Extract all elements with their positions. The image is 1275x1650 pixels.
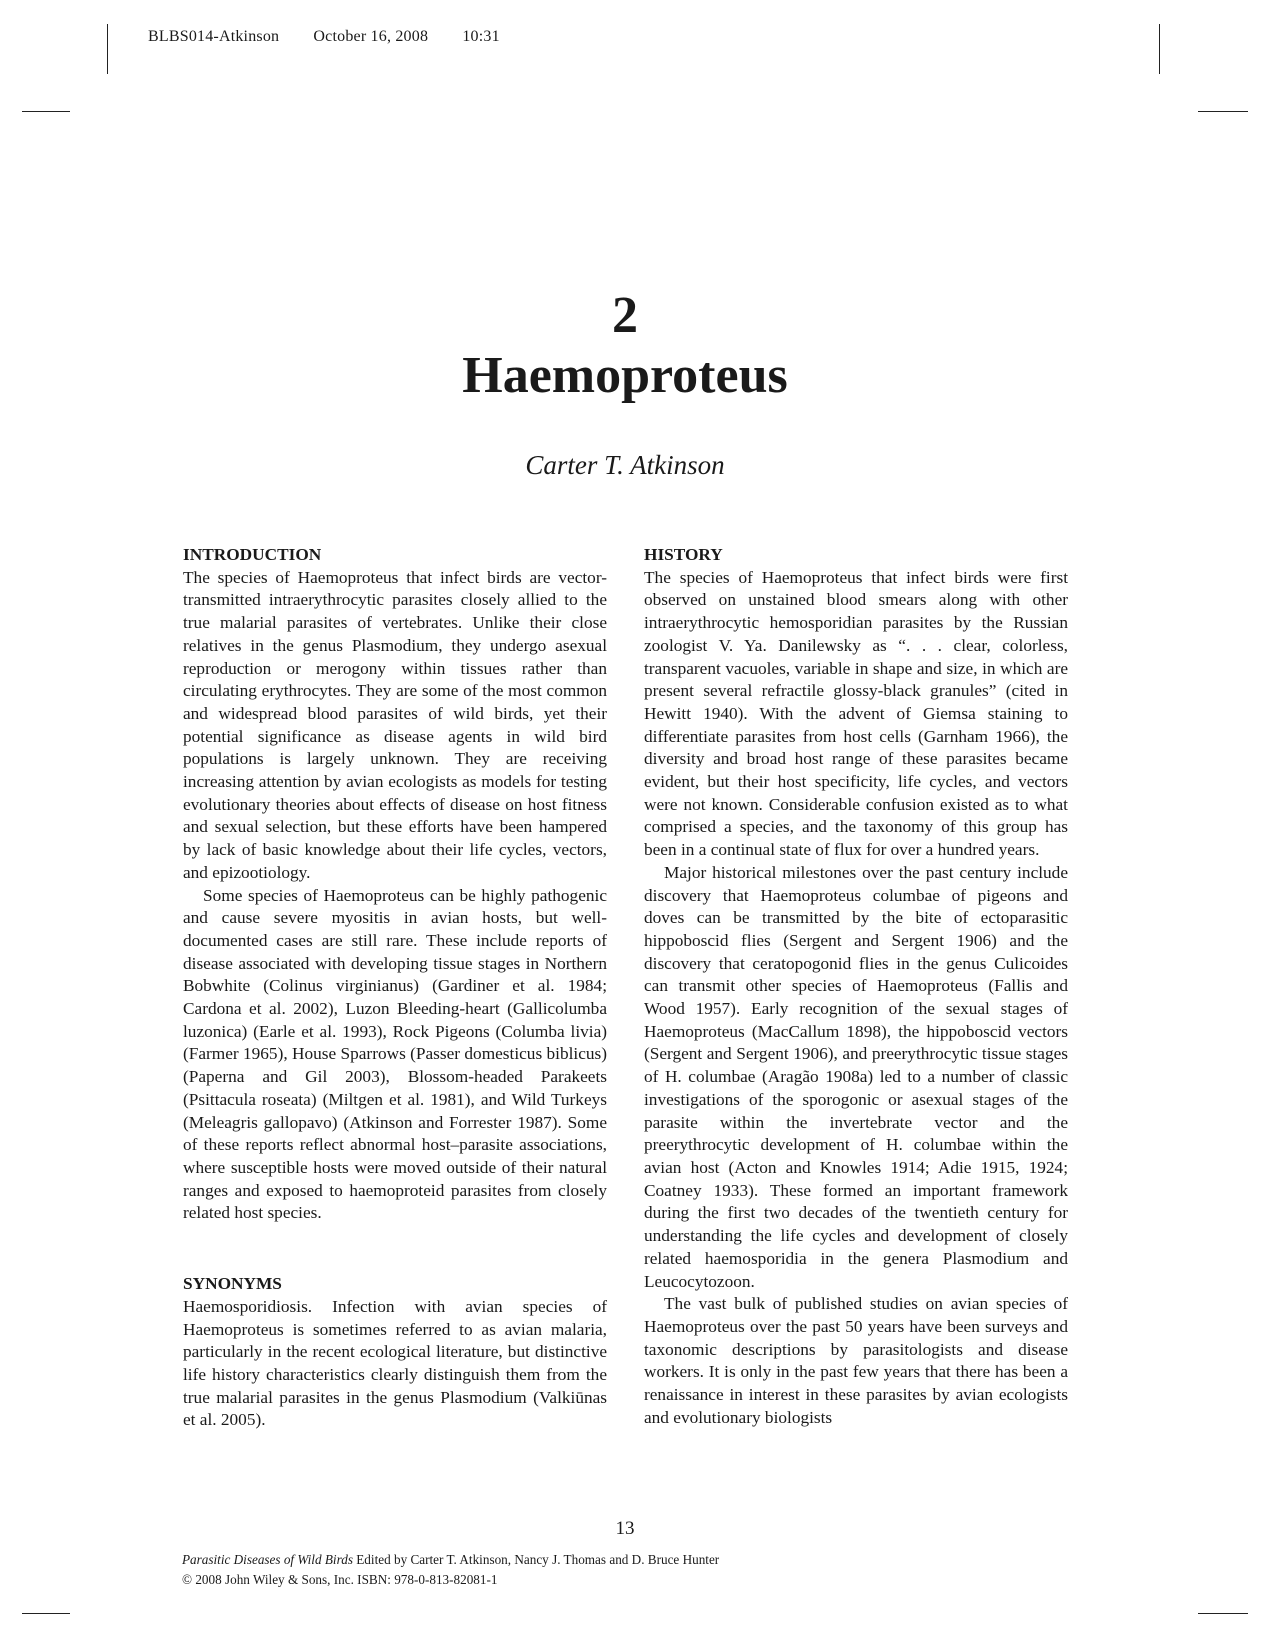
page-footer — [182, 1550, 719, 1590]
footer-editors: Edited by Carter T. Atkinson, Nancy J. Thomas and D. Bruce Hunter — [356, 1552, 720, 1567]
trim-mark-lower-right — [1198, 1613, 1248, 1614]
synonyms-paragraph: Haemosporidiosis. Infection with avian species of Haemoproteus is sometimes referred to as avian malaria, particularly in the recent ecological literature, but distinctive life history characteristics clearly distinguish them from the true malarial parasites in the genus Plasmodium (Valkiūnas et al. 2005). — [183, 1296, 607, 1430]
history-paragraph-1: The species of Haemoproteus that infect birds were first observed on unstained blood smears along with other intraerythrocytic hemosporidian parasites by the Russian zoologist V. Ya. Danilewsky as “. . . clear, colorless, transparent vacuoles, variable in shape and size, in which are present several refractile glossy-black granules” (cited in Hewitt 1940). With the advent of Giemsa staining to differentiate parasites from host cells (Garnham 1966), the diversity and broad host range of these parasites became evident, but their host specificity, life cycles, and vectors were not known. Considerable confusion existed as to what comprised a species, and the taxonomy of this group has been in a continual state of flux for over a hundred years. — [644, 567, 1068, 860]
header-time: 10:31 — [462, 28, 500, 45]
chapter-author: Carter T. Atkinson — [525, 450, 725, 480]
footer-copyright: © 2008 John Wiley & Sons, Inc. ISBN: 978-0-813-82081-1 — [182, 1572, 498, 1587]
footer-book-title: Parasitic Diseases of Wild Birds — [182, 1552, 353, 1567]
trim-mark-lower-left — [22, 1613, 70, 1614]
left-column — [183, 544, 607, 1432]
page-number: 13 — [615, 1518, 635, 1539]
introduction-heading: INTRODUCTION — [183, 545, 322, 564]
history-paragraph-3: The vast bulk of published studies on avian species of Haemoproteus over the past 50 years have been surveys and taxonomic descriptions by parasitologists and disease workers. It is only in the past few years that there has been a renaissance in interest in these parasites by avian ecologists and evolutionary biologists — [644, 1294, 1068, 1427]
chapter-number: 2 — [612, 287, 638, 344]
trim-mark-upper-right — [1198, 111, 1248, 112]
synonyms-heading: SYNONYMS — [183, 1274, 282, 1294]
introduction-paragraph-2: Some species of Haemoproteus can be highly pathogenic and cause severe myositis in avian hosts, but well-documented cases are still rare. These include reports of disease associated with developing tissue stages in Northern Bobwhite (Colinus virginianus) (Gardiner et al. 1984; Cardona et al. 2002), Luzon Bleeding-heart (Gallicolumba luzonica) (Earle et al. 1993), Rock Pigeons (Columba livia) (Farmer 1965), House Sparrows (Passer domesticus biblicus) (Paperna and Gil 2003), Blossom-headed Parakeets (Psittacula roseata) (Miltgen et al. 1981), and Wild Turkeys (Meleagris gallopavo) (Atkinson and Forrester 1987). Some of these reports reflect abnormal host–parasite associations, where susceptible hosts were moved outside of their natural ranges and exposed to haemoproteid parasites from closely related host species. — [183, 885, 607, 1223]
header-date: October 16, 2008 — [313, 28, 429, 45]
trim-mark-upper-left — [22, 111, 70, 112]
running-header — [148, 28, 530, 46]
footer-line-1 — [182, 1550, 719, 1570]
history-paragraph-2: Major historical milestones over the past century include discovery that Haemoproteus columbae of pigeons and doves can be transmitted by the bite of ectoparasitic hippoboscid flies (Sergent and Sergent 1906) and the discovery that ceratopogonid flies in the genus Culicoides can transmit other species of Haemoproteus (Fallis and Wood 1957). Early recognition of the sexual stages of Haemoproteus (MacCallum 1898), the hippoboscid vectors (Sergent and Sergent 1906), and preerythrocytic tissue stages of H. columbae (Aragão 1908a) led to a number of classic investigations of the sporogonic or asexual stages of the parasite within the invertebrate vector and the preerythrocytic development of H. columbae within the avian host (Acton and Knowles 1914; Adie 1915, 1924; Coatney 1933). These formed an important framework during the first two decades of the twentieth century for understanding the life cycles and development of closely related haemosporidia in the genera Plasmodium and Leucocytozoon. — [644, 862, 1068, 1291]
right-column — [644, 544, 1068, 1429]
history-heading: HISTORY — [644, 545, 723, 564]
introduction-paragraph-1: The species of Haemoproteus that infect birds are vector-transmitted intraerythrocytic parasites closely allied to the true malarial parasites of vertebrates. Unlike their close relatives in the genus Plasmodium, they undergo asexual reproduction or merogony within tissues rather than circulating erythrocytes. They are some of the most common and widespread blood parasites of wild birds, yet their potential significance as disease agents in wild bird populations is largely unknown. They are receiving increasing attention by avian ecologists as models for testing evolutionary theories about effects of disease on host fitness and sexual selection, but these efforts have been hampered by lack of basic knowledge about their life cycles, vectors, and epizootiology. — [183, 567, 607, 882]
header-code: BLBS014-Atkinson — [148, 28, 280, 45]
crop-mark-top-right — [1159, 24, 1160, 74]
chapter-title: Haemoproteus — [462, 347, 788, 404]
crop-mark-top-left — [107, 24, 108, 74]
